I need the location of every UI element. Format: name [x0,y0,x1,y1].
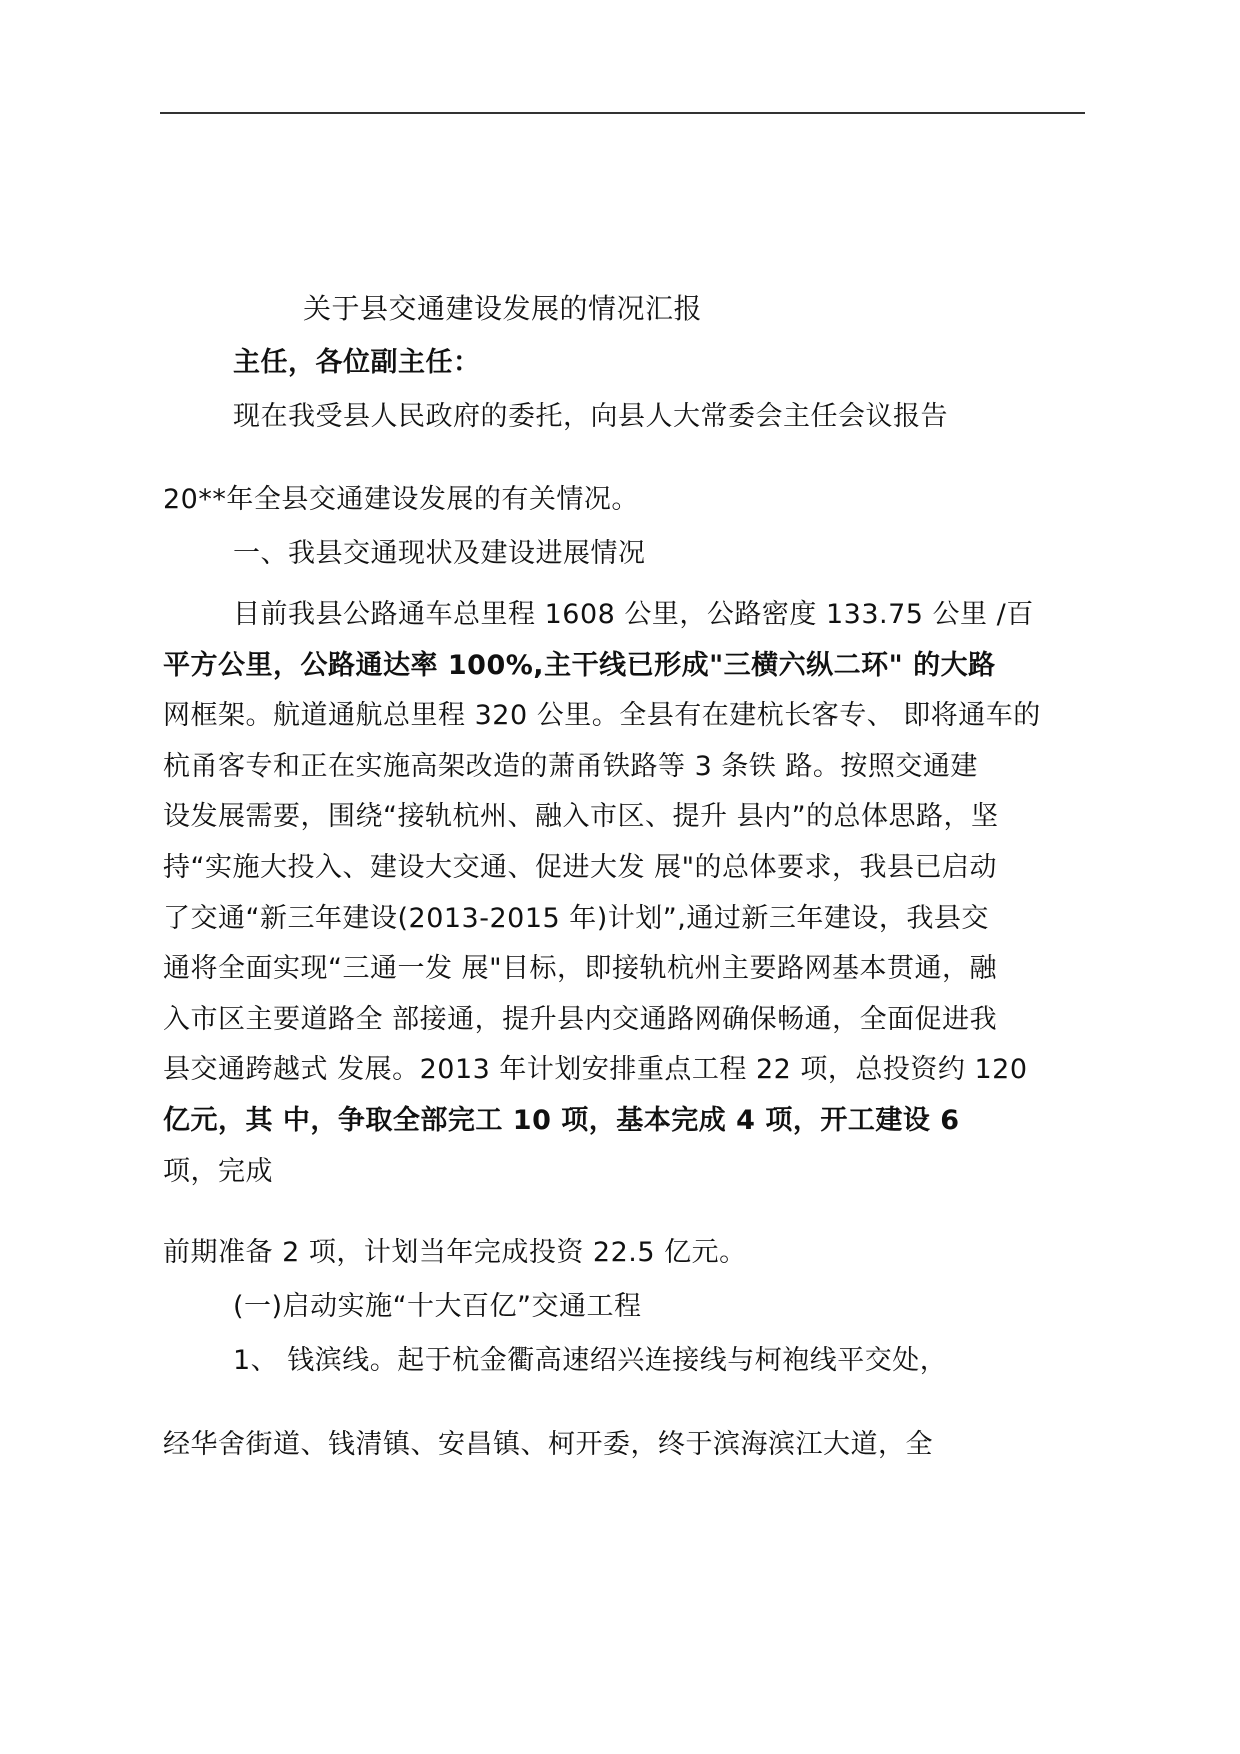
body-line: 杭甬客专和正在实施高架改造的萧甬铁路等 3 条铁 路。按照交通建 [163,750,978,782]
document-title: 关于县交通建设发展的情况汇报 [303,292,703,325]
salutation: 主任，各位副主任： [233,347,481,378]
body-paragraph [163,590,1088,1197]
body-line: 县交通跨越式 发展。2013 年计划安排重点工程 22 项，总投资约 120 [163,1054,1028,1086]
body-line: 平方公里，公路通达率 100%,主干线已形成"三横六纵二环" 的大路 [163,649,996,681]
intro-line-2: 20**年全县交通建设发展的有关情况。 [163,484,639,515]
body-line: 了交通“新三年建设(2013-2015 年)计划”,通过新三年建设，我县交 [163,902,989,934]
section-1-heading: 一、我县交通现状及建设进展情况 [233,538,646,569]
body-line: 持“实施大投入、建设大交通、促进大发 展"的总体要求，我县已启动 [163,851,997,883]
body-line: 设发展需要，围绕“接轨杭州、融入市区、提升 县内”的总体思路，坚 [163,801,999,833]
body-line: 目前我县公路通车总里程 1608 公里，公路密度 133.75 公里 /百 [233,599,1034,630]
subsection-heading: (一)启动实施“十大百亿”交通工程 [233,1291,642,1322]
body-line: 项，完成 [163,1155,273,1187]
header-rule [160,112,1085,114]
body-line: 通将全面实现“三通一发 展"目标，即接轨杭州主要路网基本贯通，融 [163,953,997,985]
body-line: 入市区主要道路全 部接通，提升县内交通路网确保畅通，全面促进我 [163,1003,998,1035]
intro-line-1: 现在我受县人民政府的委托，向县人大常委会主任会议报告 [233,401,948,432]
body-line: 网框架。航道通航总里程 320 公里。全县有在建杭长客专、 即将通车的 [163,700,1041,732]
body-line: 亿元，其 中，争取全部完工 10 项，基本完成 4 项，开工建设 6 [163,1104,960,1136]
body-line-after-gap: 前期准备 2 项，计划当年完成投资 22.5 亿元。 [163,1237,747,1268]
list-item-1-continuation: 经华舍街道、钱清镇、安昌镇、柯开委，终于滨海滨江大道，全 [163,1429,933,1460]
list-item-1: 1、 钱滨线。起于杭金衢高速绍兴连接线与柯袍线平交处， [233,1345,948,1376]
